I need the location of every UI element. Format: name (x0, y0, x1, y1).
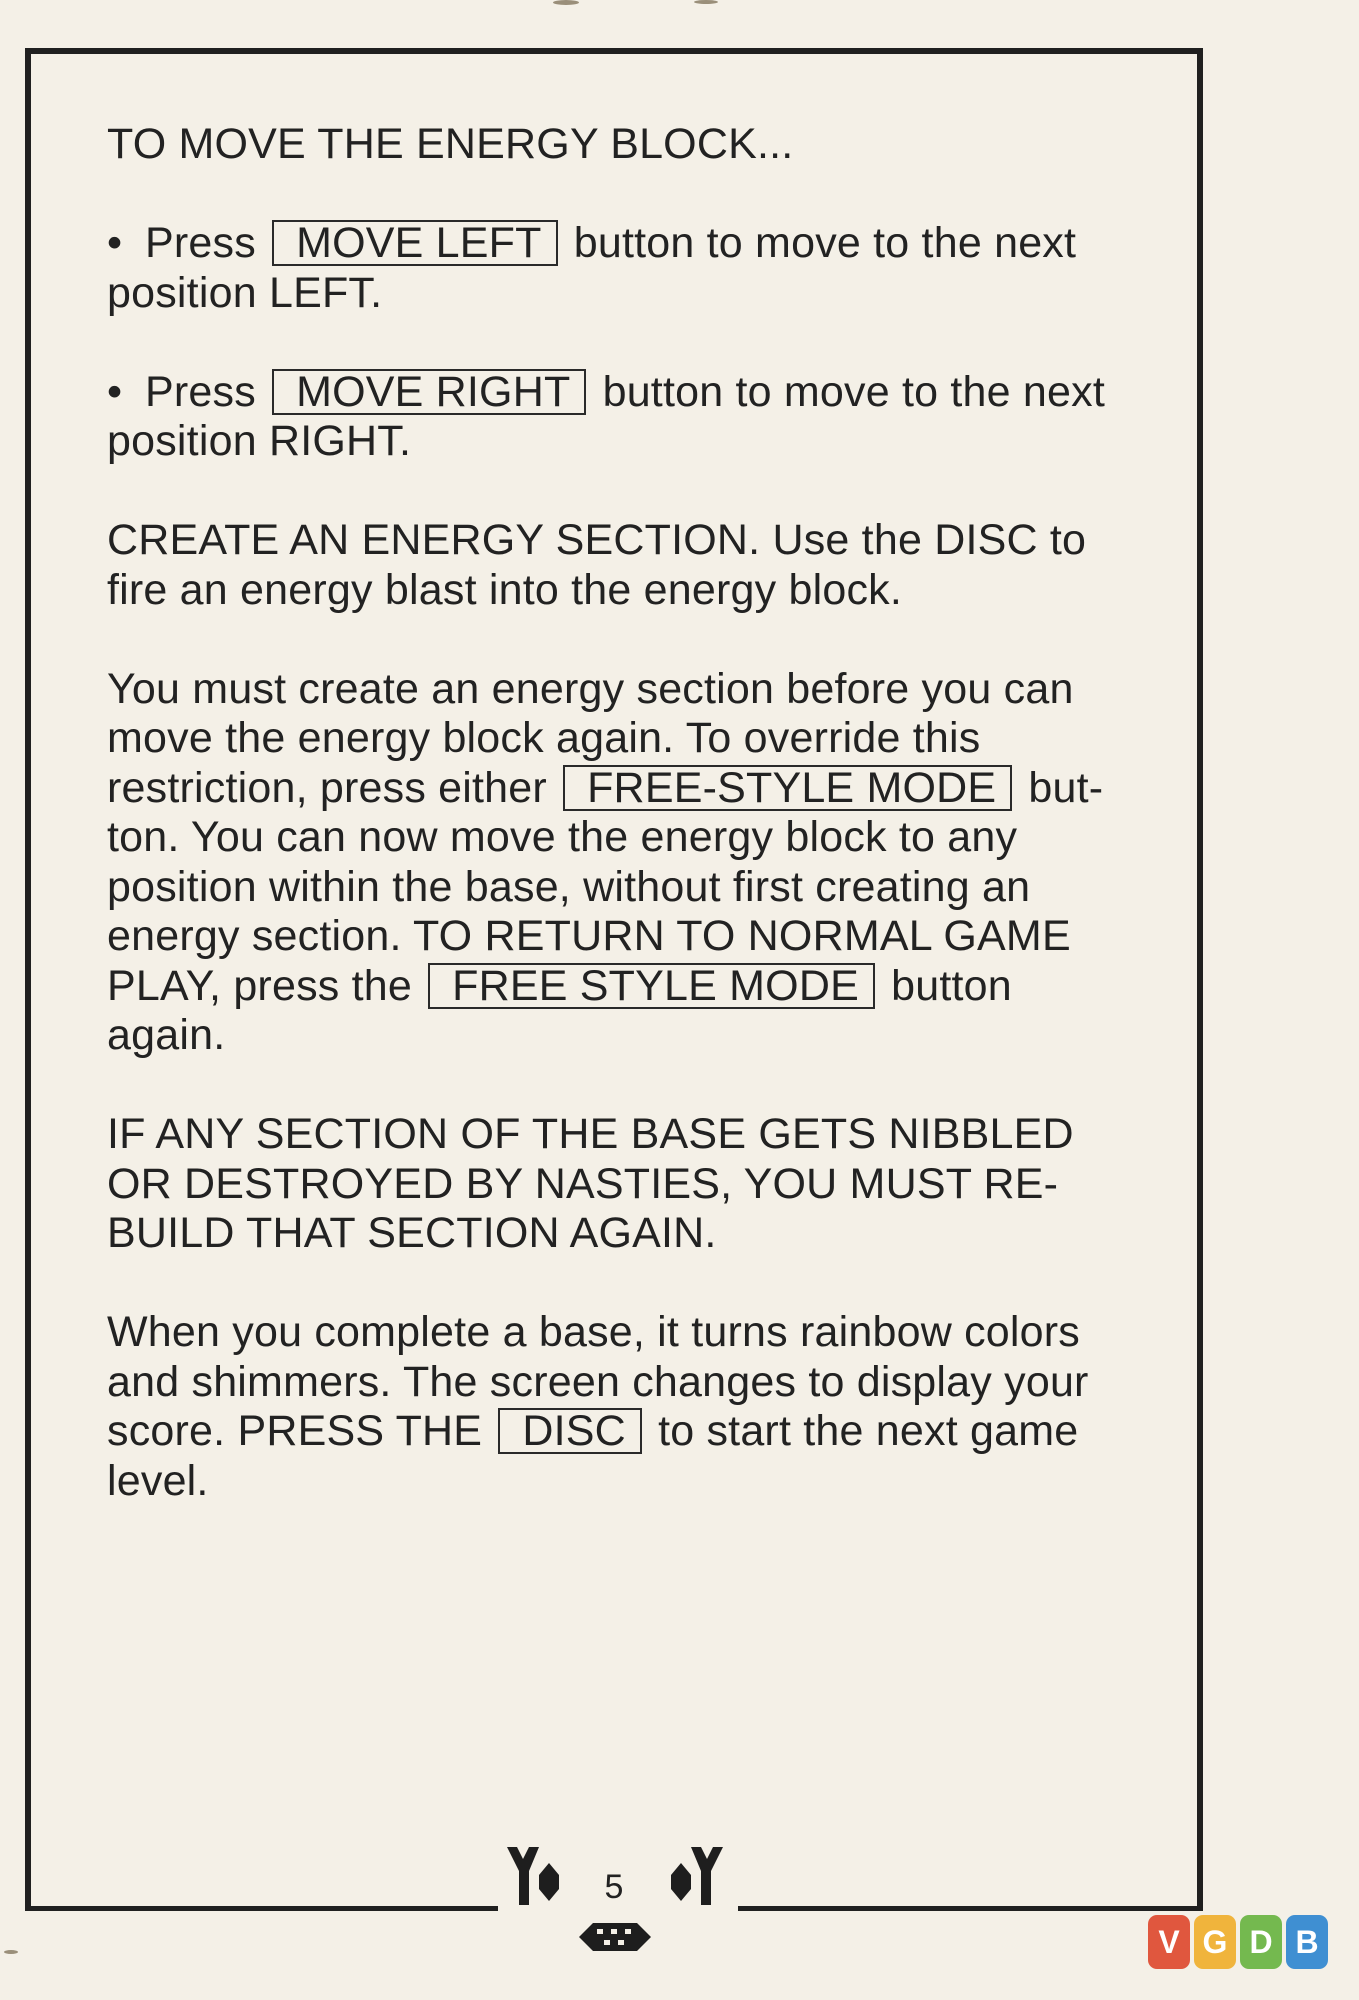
complete-paragraph: When you complete a base, it turns rainbow colors and shimmers. The screen changes to display your score. PRESS THE DISC to start the next game level. (107, 1308, 1089, 1505)
bullet-move-right: • Press MOVE RIGHT button to move to the next position RIGHT. (107, 367, 1105, 465)
bullet-icon: • (107, 219, 123, 267)
vgdb-letter-d: D (1240, 1915, 1282, 1969)
vgdb-letter-v: V (1148, 1915, 1190, 1969)
create-section-paragraph: CREATE AN ENERGY SECTION. Use the DISC to fire an energy blast into the energy block. (107, 516, 1087, 614)
bullet-icon: • (107, 367, 123, 416)
disc-button-label: DISC (498, 1408, 642, 1454)
move-left-button-label: MOVE LEFT (272, 220, 558, 266)
move-right-button-label: MOVE RIGHT (272, 369, 586, 415)
bullet-move-left: • Press MOVE LEFT button to move to the next position LEFT. (107, 219, 1077, 317)
scan-speck (4, 1950, 18, 1954)
page-number: 5 (604, 1868, 624, 1906)
manual-text (107, 120, 1167, 1556)
scan-speck (553, 0, 579, 5)
vgdb-watermark-logo (1148, 1915, 1328, 1969)
page-border-bottom-left (25, 1906, 498, 1911)
page-border-bottom-right (738, 1906, 1203, 1911)
heading: TO MOVE THE ENERGY BLOCK... (107, 120, 794, 168)
free-style-mode-button-label: FREE-STYLE MODE (563, 765, 1012, 811)
vgdb-letter-g: G (1194, 1915, 1236, 1969)
scan-speck (694, 0, 718, 4)
restriction-paragraph: You must create an energy section before you can move the energy block again. To override this restriction, press either FREE-STYLE MODE but- ton. You can now move the energy block to any position within the base, without first creating an energy section. TO RETURN TO NORMAL GAME PLAY, press the FREE STYLE MODE button again. (107, 664, 1104, 1059)
free-style-mode-button-label-2: FREE STYLE MODE (428, 963, 875, 1009)
nibbled-paragraph: IF ANY SECTION OF THE BASE GETS NIBBLED OR DESTROYED BY NASTIES, YOU MUST RE- BUILD THAT SECTION AGAIN. (107, 1110, 1074, 1257)
vgdb-letter-b: B (1286, 1915, 1328, 1969)
